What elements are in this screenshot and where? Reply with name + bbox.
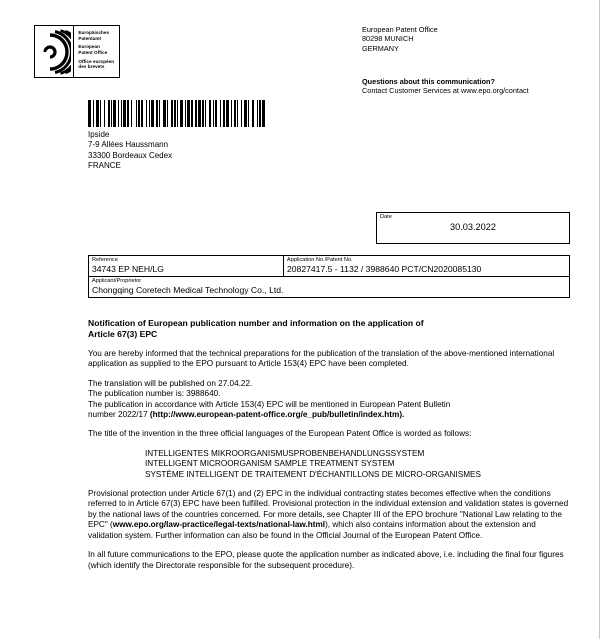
barcode-bar: [248, 100, 249, 127]
paragraph-preparations: You are hereby informed that the technical preparations for the publication of the translation of the above-mentioned international application as supplied to the EPO pursuant to Article 153(4) EPC have been completed.: [88, 349, 555, 369]
barcode-bar: [121, 100, 122, 127]
logo-text-block: [74, 26, 119, 77]
barcode-bar: [234, 100, 236, 127]
barcode-bar: [104, 100, 105, 127]
application-caption: Application No./Patent No.: [287, 257, 353, 263]
bulletin-url: (http://www.european-patent-office.org/e_pub/bulletin/index.htm).: [149, 410, 405, 420]
reference-caption: Reference: [92, 257, 118, 263]
application-value: 20827417.5 - 1132 / 3988640 PCT/CN2020085130: [287, 263, 482, 274]
recipient-address: [88, 130, 172, 172]
barcode-bar: [226, 100, 229, 127]
barcode-bar: [187, 100, 190, 127]
page-title-line-2: Article 67(3) EPC: [88, 329, 158, 339]
barcode-bar: [174, 100, 176, 127]
logo-text-de-2: Patentamt: [78, 35, 102, 41]
barcode-bar: [111, 100, 112, 127]
national-law-url: www.epo.org/law-practice/legal-texts/national-law.html: [112, 520, 326, 530]
logo-text-en: [78, 44, 119, 55]
barcode-bar: [191, 100, 192, 127]
barcode-bar: [88, 100, 91, 127]
barcode-bar: [213, 100, 214, 127]
barcode-bar: [113, 100, 116, 127]
epo-spiral-svg: [37, 29, 71, 75]
paragraph-publication-details: [88, 379, 572, 421]
barcode-bar: [159, 100, 160, 127]
logo-text-en-2: Patent Office: [78, 49, 108, 55]
epo-office-address: [362, 25, 438, 53]
barcode-bar: [262, 100, 265, 127]
bulletin-number-line: [88, 410, 572, 420]
barcode-bar: [257, 100, 258, 127]
page-title-line-1: Notification of European publication number and information on the application of: [88, 318, 424, 328]
barcode-bar: [259, 100, 261, 127]
reference-cell: [89, 256, 284, 276]
epo-logo: [34, 25, 120, 78]
office-name: European Patent Office: [362, 25, 438, 34]
barcode-bar: [100, 100, 101, 127]
publication-date-line: The translation will be published on 27.04.22.: [88, 378, 253, 388]
barcode-bar: [241, 100, 242, 127]
logo-text-fr-1: Office européen: [78, 58, 115, 64]
barcode-bar: [195, 100, 197, 127]
date-box: [376, 212, 570, 244]
applicant-value: Chongqing Coretech Medical Technology Co., Ltd.: [92, 285, 284, 295]
table-row: [89, 276, 569, 297]
application-number-cell: [284, 256, 569, 276]
barcode-bar: [163, 100, 166, 127]
barcode-bar: [156, 100, 158, 127]
invention-titles: [88, 449, 572, 480]
questions-block: [362, 77, 529, 96]
table-row: [89, 256, 569, 276]
invention-title-de: INTELLIGENTES MIKROORGANISMUSPROBENBEHANDLUNGSSYSTEM: [145, 448, 425, 458]
logo-text-fr: [78, 59, 119, 70]
bulletin-number: number 2022/17: [88, 410, 150, 420]
recipient-street: 7-9 Allées Haussmann: [88, 140, 169, 150]
questions-title: Questions about this communication?: [362, 77, 495, 86]
applicant-caption: Applicant/Proprietor: [92, 278, 142, 285]
barcode-bar: [108, 100, 110, 127]
reference-table: [88, 255, 570, 298]
barcode-bar: [151, 100, 154, 127]
barcode-bar: [146, 100, 147, 127]
recipient-city: 33300 Bordeaux Cedex: [88, 150, 173, 160]
barcode-bar: [171, 100, 173, 127]
barcode-bar: [131, 100, 132, 127]
paragraph-title-intro: The title of the invention in the three official languages of the European Patent Office is worded as follows:: [88, 429, 472, 439]
barcode-bar: [205, 100, 206, 127]
barcode-bar: [252, 100, 254, 127]
barcode-bar: [118, 100, 119, 127]
barcode-bar: [141, 100, 143, 127]
provisional-text-part-1: Provisional protection under Article 67(1) and (2) EPC in the individual contracting states becomes effective when the conditions referred to in Article 67(3) EPC have been fulfilled. Provisional protection in the individual extension and validation states is governed by the national laws of the countries concerned. For more details, see Chapter III of the EPO brochure "National Law relating to the EPC" (: [88, 489, 569, 530]
barcode-bar: [231, 100, 232, 127]
document-body: [88, 318, 572, 571]
questions-contact-text: Contact Customer Services at www.epo.org/contact: [362, 86, 529, 96]
barcode-bar: [237, 100, 238, 127]
barcode-bar: [136, 100, 137, 127]
recipient-country: FRANCE: [88, 161, 121, 171]
barcode-bar: [93, 100, 94, 127]
reference-value: 34743 EP NEH/LG: [92, 263, 164, 274]
barcode-bar: [180, 100, 183, 127]
epo-spiral-icon: [35, 26, 73, 77]
logo-text-fr-2: des brevets: [78, 64, 105, 70]
barcode-bar: [149, 100, 150, 127]
barcode-bar: [96, 100, 99, 127]
publication-number-line: The publication number is: 3988640.: [88, 389, 221, 399]
date-caption: Date: [380, 214, 392, 220]
recipient-barcode: [88, 100, 266, 127]
barcode-bar: [177, 100, 178, 127]
barcode-bar: [127, 100, 129, 127]
barcode-bar: [223, 100, 225, 127]
barcode-bar: [167, 100, 168, 127]
barcode-bar: [215, 100, 217, 127]
office-postcode-city: 80298 MUNICH: [362, 34, 414, 44]
logo-text-de: [78, 30, 119, 41]
date-value: 30.03.2022: [450, 222, 496, 232]
barcode-bar: [202, 100, 204, 127]
barcode-bar: [198, 100, 201, 127]
logo-text-en-1: European: [78, 44, 100, 50]
barcode-bar: [244, 100, 247, 127]
invention-title-fr: SYSTÈME INTELLIGENT DE TRAITEMENT D'ÉCHANTILLONS DE MICRO-ORGANISMES: [145, 469, 481, 479]
office-country: GERMANY: [362, 43, 399, 53]
invention-title-en: INTELLIGENT MICROORGANISM SAMPLE TREATMENT SYSTEM: [145, 459, 395, 469]
paragraph-provisional-protection: [88, 489, 572, 541]
logo-text-de-1: Europäisches: [78, 30, 110, 35]
recipient-name: Ipside: [88, 130, 110, 139]
barcode-bar: [185, 100, 186, 127]
provisional-text-part-2: ), which also contains information about the extension and validation system. Further information can also be found in the Official Journal of the European Patent Office.: [88, 520, 536, 540]
barcode-bar: [138, 100, 140, 127]
page-title: [88, 318, 572, 340]
barcode-bar: [220, 100, 221, 127]
paragraph-future-communications: In all future communications to the EPO, please quote the application number as indicated above, i.e. including the final four figures (which identify the Directorate responsible for the subsequent procedure).: [88, 550, 564, 570]
applicant-cell: [89, 277, 569, 297]
barcode-bar: [123, 100, 126, 127]
barcode-bar: [209, 100, 211, 127]
bulletin-line: The publication in accordance with Article 153(4) EPC will be mentioned in European Patent Bulletin: [88, 399, 451, 409]
